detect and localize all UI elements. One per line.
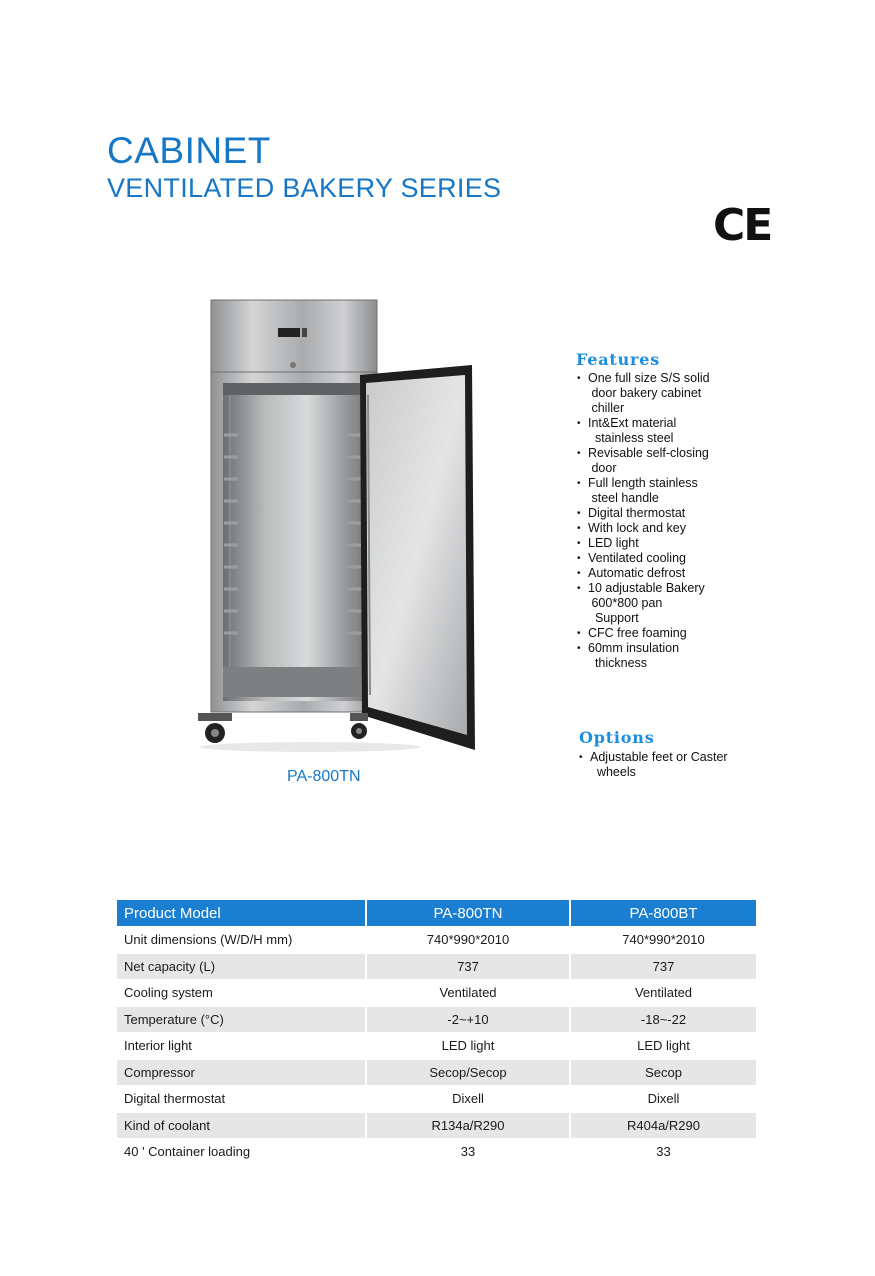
ce-mark-icon: CE	[713, 200, 772, 251]
row-value-tn: 740*990*2010	[367, 926, 571, 953]
table-row	[117, 953, 756, 980]
feature-item: • One full size S/S solid door bakery cabinet chiller	[576, 371, 746, 416]
table-row	[117, 1138, 756, 1165]
cabinet-freezer-photo	[190, 295, 490, 755]
table-row	[117, 1032, 756, 1059]
row-value-tn: Secop/Secop	[367, 1059, 571, 1086]
feature-item: • Full length stainless steel handle	[576, 476, 746, 506]
product-caption: PA-800TN	[287, 768, 361, 785]
feature-item: • Automatic defrost	[576, 566, 746, 581]
header-model-bt: PA-800BT	[571, 900, 756, 926]
feature-item: • CFC free foaming	[576, 626, 746, 641]
feature-item: • Revisable self-closing door	[576, 446, 746, 476]
row-label: Kind of coolant	[117, 1112, 367, 1139]
row-label: Digital thermostat	[117, 1085, 367, 1112]
table-row	[117, 1059, 756, 1086]
option-item: • Adjustable feet or Caster wheels	[578, 750, 758, 780]
row-label: Compressor	[117, 1059, 367, 1086]
row-label: Temperature (°C)	[117, 1006, 367, 1033]
row-label: Cooling system	[117, 979, 367, 1006]
features-heading: Features	[576, 350, 661, 369]
row-value-tn: R134a/R290	[367, 1112, 571, 1139]
row-value-bt: Dixell	[571, 1085, 756, 1112]
feature-item: • With lock and key	[576, 521, 746, 536]
row-value-tn: 33	[367, 1138, 571, 1165]
table-row	[117, 1006, 756, 1033]
header-product-model: Product Model	[117, 900, 367, 926]
options-heading: Options	[579, 728, 655, 747]
row-label: Net capacity (L)	[117, 953, 367, 980]
row-value-tn: Dixell	[367, 1085, 571, 1112]
row-value-bt: Secop	[571, 1059, 756, 1086]
row-value-tn: Ventilated	[367, 979, 571, 1006]
row-value-bt: R404a/R290	[571, 1112, 756, 1139]
feature-item: • LED light	[576, 536, 746, 551]
row-value-tn: LED light	[367, 1032, 571, 1059]
table-header-row	[117, 900, 756, 926]
spec-table	[117, 900, 756, 1165]
page-title: CABINET	[107, 130, 271, 171]
row-label: Interior light	[117, 1032, 367, 1059]
feature-item: • Digital thermostat	[576, 506, 746, 521]
row-value-bt: 740*990*2010	[571, 926, 756, 953]
row-value-tn: 737	[367, 953, 571, 980]
row-value-bt: 33	[571, 1138, 756, 1165]
table-row	[117, 979, 756, 1006]
row-value-tn: -2~+10	[367, 1006, 571, 1033]
row-value-bt: Ventilated	[571, 979, 756, 1006]
row-label: 40 ' Container loading	[117, 1138, 367, 1165]
feature-item: • Int&Ext material stainless steel	[576, 416, 746, 446]
options-list	[578, 750, 758, 780]
feature-item: • Ventilated cooling	[576, 551, 746, 566]
header-model-tn: PA-800TN	[367, 900, 571, 926]
row-value-bt: 737	[571, 953, 756, 980]
feature-item: • 10 adjustable Bakery 600*800 pan Support	[576, 581, 746, 626]
page-subtitle: VENTILATED BAKERY SERIES	[107, 173, 502, 203]
table-row	[117, 1085, 756, 1112]
features-list	[576, 371, 746, 671]
feature-item: • 60mm insulation thickness	[576, 641, 746, 671]
table-row	[117, 1112, 756, 1139]
row-value-bt: LED light	[571, 1032, 756, 1059]
table-row	[117, 926, 756, 953]
row-value-bt: -18~-22	[571, 1006, 756, 1033]
row-label: Unit dimensions (W/D/H mm)	[117, 926, 367, 953]
